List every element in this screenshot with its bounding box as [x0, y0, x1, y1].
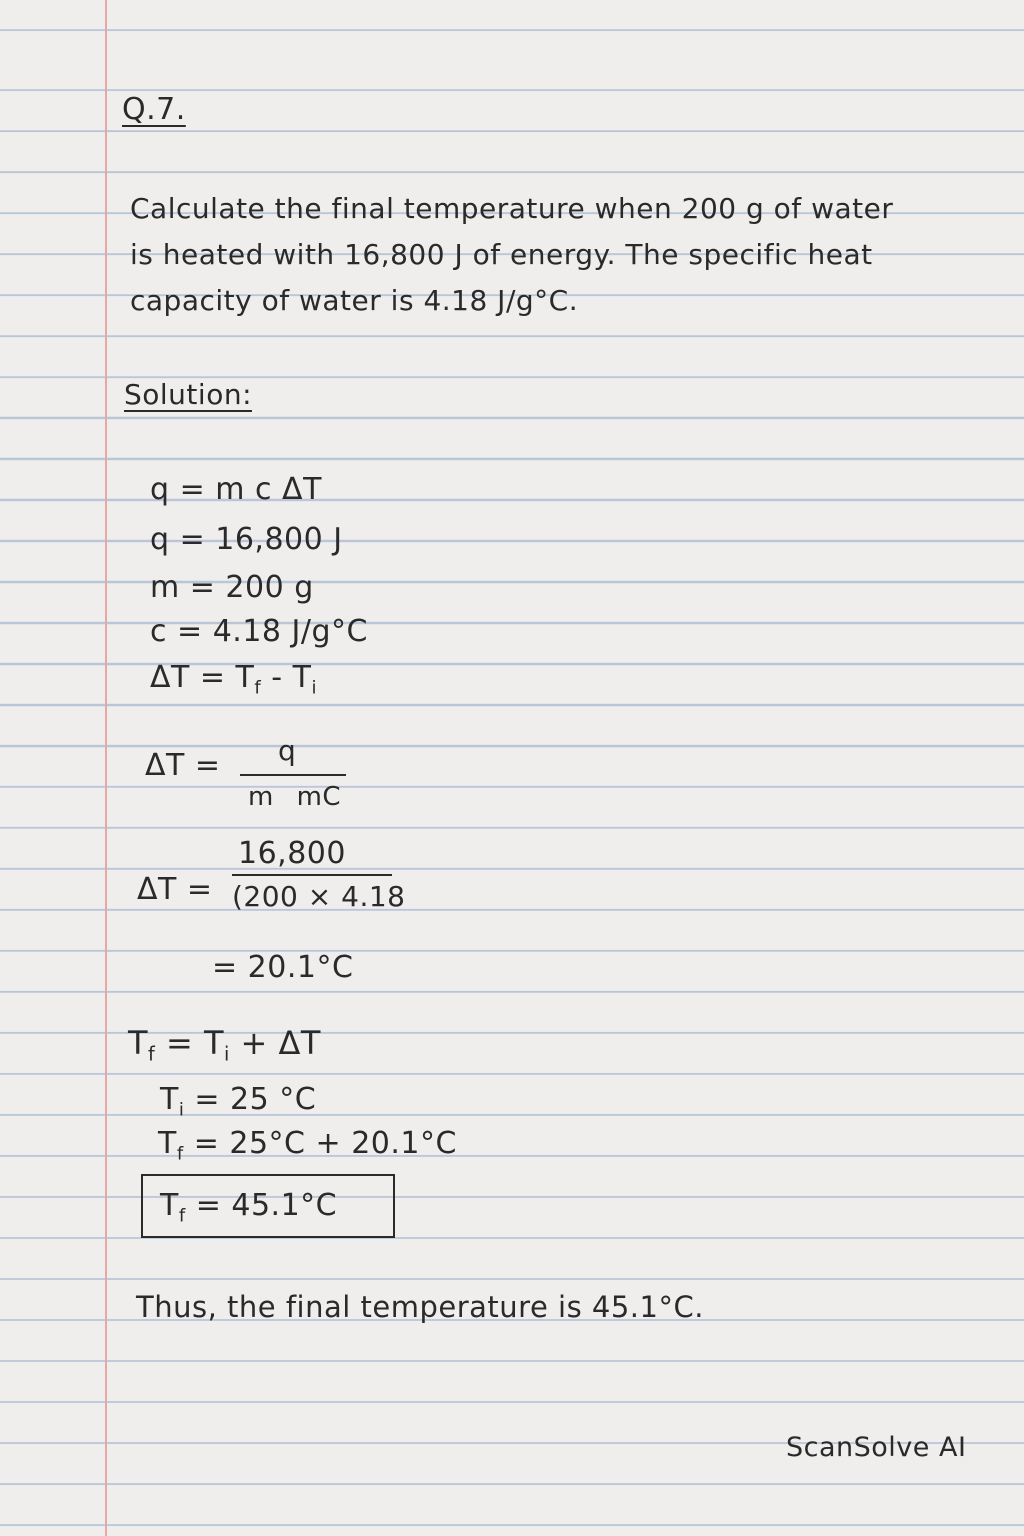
tf1-c: + ΔT [229, 1024, 321, 1062]
equation-c-value: c = 4.18 J/g°C [150, 614, 368, 649]
tf2-sub: f [176, 1143, 184, 1165]
problem-line-2: is heated with 16,800 J of energy. The specific heat [130, 238, 873, 271]
final-answer [160, 1188, 337, 1226]
equation-q-value: q = 16,800 J [150, 522, 343, 557]
ti-sub: i [178, 1099, 185, 1121]
solution-label: Solution: [124, 378, 252, 411]
fraction2-numerator: 16,800 [238, 836, 346, 871]
answer-sub: f [178, 1205, 186, 1227]
equation-m-value: m = 200 g [150, 570, 314, 605]
fraction1-bar [240, 774, 346, 776]
tf1-sub-f: f [148, 1042, 156, 1066]
equation-delta-t [150, 660, 317, 698]
fraction2-lhs: ΔT = [137, 872, 213, 907]
problem-line-3: capacity of water is 4.18 J/g°C. [130, 284, 579, 317]
margin-line [105, 0, 107, 1536]
ti-b: = 25 °C [184, 1082, 317, 1117]
conclusion: Thus, the final temperature is 45.1°C. [136, 1290, 704, 1324]
tf1-b: = T [155, 1024, 225, 1062]
fraction2-denominator: (200 × 4.18 [232, 880, 406, 913]
answer-a: T [160, 1188, 179, 1223]
eq5-sub-f: f [254, 677, 262, 699]
fraction2-bar [232, 874, 392, 876]
fraction1-lhs: ΔT = [145, 748, 221, 783]
tf1-sub-i: i [224, 1042, 230, 1066]
answer-b: = 45.1°C [185, 1188, 338, 1223]
equation-heat: q = m c ΔT [150, 472, 322, 507]
delta-t-result: = 20.1°C [212, 950, 354, 985]
final-temp-formula [128, 1024, 321, 1066]
fraction1-numerator: q [278, 734, 297, 767]
eq5-lhs: ΔT = T [150, 660, 255, 695]
problem-line-1: Calculate the final temperature when 200 g of water [130, 192, 894, 225]
tf2-a: T [158, 1126, 177, 1161]
fraction1-denominator: m mC [248, 782, 342, 812]
ti-a: T [160, 1082, 179, 1117]
eq5-sub-i: i [311, 677, 317, 699]
brand-watermark: ScanSolve AI [786, 1432, 967, 1463]
final-temp-substitution [158, 1126, 457, 1164]
tf1-a: T [128, 1024, 149, 1062]
initial-temp-value [160, 1082, 316, 1120]
question-label: Q.7. [122, 92, 186, 127]
eq5-mid: - T [261, 660, 312, 695]
tf2-b: = 25°C + 20.1°C [183, 1126, 457, 1161]
